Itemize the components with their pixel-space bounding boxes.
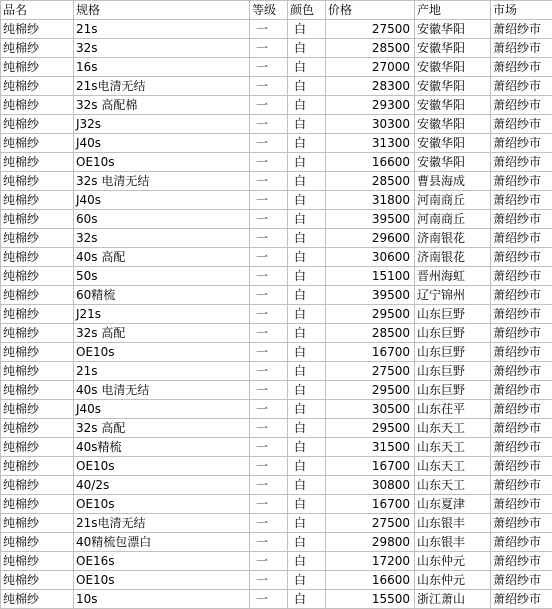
cell-name: 纯棉纱 <box>1 96 74 115</box>
cell-color: 白 <box>288 476 326 495</box>
table-row <box>1 248 552 267</box>
cell-origin: 济南银花 <box>415 229 491 248</box>
cell-spec: 32s <box>74 39 250 58</box>
cell-market: 萧绍纱市 <box>491 58 552 77</box>
cell-market: 萧绍纱市 <box>491 115 552 134</box>
cell-grade: 一 <box>250 20 288 39</box>
cell-color: 白 <box>288 362 326 381</box>
cell-spec: 21s电清无结 <box>74 77 250 96</box>
cell-origin: 山东银丰 <box>415 514 491 533</box>
cell-spec: 32s 高配 <box>74 324 250 343</box>
column-header-name: 品名 <box>1 1 74 20</box>
table-row <box>1 343 552 362</box>
cell-price: 39500 <box>326 286 415 305</box>
cell-market: 萧绍纱市 <box>491 39 552 58</box>
cell-spec: OE10s <box>74 495 250 514</box>
cell-market: 萧绍纱市 <box>491 495 552 514</box>
cell-grade: 一 <box>250 381 288 400</box>
cell-name: 纯棉纱 <box>1 362 74 381</box>
table-row <box>1 210 552 229</box>
cell-market: 萧绍纱市 <box>491 476 552 495</box>
cell-grade: 一 <box>250 362 288 381</box>
cell-spec: J32s <box>74 115 250 134</box>
cell-name: 纯棉纱 <box>1 305 74 324</box>
cell-origin: 山东巨野 <box>415 343 491 362</box>
cell-origin: 安徽华阳 <box>415 20 491 39</box>
cell-color: 白 <box>288 552 326 571</box>
cell-origin: 河南商丘 <box>415 191 491 210</box>
table-row <box>1 400 552 419</box>
cell-grade: 一 <box>250 172 288 191</box>
cell-price: 28300 <box>326 77 415 96</box>
cell-spec: J40s <box>74 191 250 210</box>
cell-market: 萧绍纱市 <box>491 248 552 267</box>
table-body <box>1 20 552 609</box>
table-row <box>1 495 552 514</box>
cell-origin: 山东巨野 <box>415 305 491 324</box>
cell-color: 白 <box>288 495 326 514</box>
cell-color: 白 <box>288 172 326 191</box>
cell-spec: 32s 高配 <box>74 419 250 438</box>
table-row <box>1 77 552 96</box>
cell-origin: 安徽华阳 <box>415 115 491 134</box>
cell-grade: 一 <box>250 210 288 229</box>
cell-grade: 一 <box>250 457 288 476</box>
cell-color: 白 <box>288 77 326 96</box>
cell-spec: OE10s <box>74 343 250 362</box>
cell-spec: 32s 电清无结 <box>74 172 250 191</box>
cell-color: 白 <box>288 210 326 229</box>
cell-spec: 10s <box>74 590 250 609</box>
cell-market: 萧绍纱市 <box>491 153 552 172</box>
cell-spec: OE16s <box>74 552 250 571</box>
cell-name: 纯棉纱 <box>1 419 74 438</box>
cell-price: 27500 <box>326 20 415 39</box>
table-row <box>1 438 552 457</box>
header-row <box>1 1 552 20</box>
cell-price: 30500 <box>326 400 415 419</box>
cell-origin: 安徽华阳 <box>415 77 491 96</box>
cell-color: 白 <box>288 229 326 248</box>
cell-grade: 一 <box>250 419 288 438</box>
cell-origin: 山东巨野 <box>415 362 491 381</box>
cell-market: 萧绍纱市 <box>491 20 552 39</box>
cell-color: 白 <box>288 20 326 39</box>
cell-origin: 山东天工 <box>415 476 491 495</box>
cell-spec: 40s 电清无结 <box>74 381 250 400</box>
cell-name: 纯棉纱 <box>1 552 74 571</box>
cell-price: 17200 <box>326 552 415 571</box>
cell-market: 萧绍纱市 <box>491 514 552 533</box>
column-header-color: 颜色 <box>288 1 326 20</box>
cell-spec: OE10s <box>74 153 250 172</box>
cell-origin: 山东天工 <box>415 438 491 457</box>
cell-grade: 一 <box>250 248 288 267</box>
cell-color: 白 <box>288 533 326 552</box>
cell-color: 白 <box>288 571 326 590</box>
cell-origin: 山东天工 <box>415 419 491 438</box>
cell-grade: 一 <box>250 229 288 248</box>
cell-color: 白 <box>288 248 326 267</box>
cell-price: 15100 <box>326 267 415 286</box>
table-row <box>1 39 552 58</box>
table-row <box>1 20 552 39</box>
table-row <box>1 191 552 210</box>
cell-color: 白 <box>288 115 326 134</box>
cell-market: 萧绍纱市 <box>491 381 552 400</box>
cell-color: 白 <box>288 419 326 438</box>
cell-name: 纯棉纱 <box>1 495 74 514</box>
cell-name: 纯棉纱 <box>1 438 74 457</box>
table-row <box>1 533 552 552</box>
cell-market: 萧绍纱市 <box>491 210 552 229</box>
cell-price: 39500 <box>326 210 415 229</box>
cell-origin: 辽宁锦州 <box>415 286 491 305</box>
cell-market: 萧绍纱市 <box>491 324 552 343</box>
cell-spec: 21s <box>74 20 250 39</box>
cell-grade: 一 <box>250 476 288 495</box>
cell-name: 纯棉纱 <box>1 514 74 533</box>
table-row <box>1 153 552 172</box>
column-header-spec: 规格 <box>74 1 250 20</box>
cell-grade: 一 <box>250 571 288 590</box>
cell-color: 白 <box>288 153 326 172</box>
cell-price: 27500 <box>326 362 415 381</box>
cell-name: 纯棉纱 <box>1 476 74 495</box>
cell-name: 纯棉纱 <box>1 77 74 96</box>
cell-color: 白 <box>288 400 326 419</box>
table-row <box>1 362 552 381</box>
cell-price: 16700 <box>326 343 415 362</box>
cell-name: 纯棉纱 <box>1 533 74 552</box>
cell-name: 纯棉纱 <box>1 172 74 191</box>
cell-market: 萧绍纱市 <box>491 343 552 362</box>
cell-name: 纯棉纱 <box>1 134 74 153</box>
cell-price: 16700 <box>326 457 415 476</box>
cell-grade: 一 <box>250 134 288 153</box>
table-row <box>1 115 552 134</box>
cell-grade: 一 <box>250 153 288 172</box>
column-header-price: 价格 <box>326 1 415 20</box>
cell-price: 30600 <box>326 248 415 267</box>
cell-name: 纯棉纱 <box>1 229 74 248</box>
cell-origin: 山东巨野 <box>415 381 491 400</box>
cell-market: 萧绍纱市 <box>491 438 552 457</box>
cell-color: 白 <box>288 134 326 153</box>
column-header-market: 市场 <box>491 1 552 20</box>
cell-spec: 60精梳 <box>74 286 250 305</box>
cell-price: 29300 <box>326 96 415 115</box>
table-row <box>1 172 552 191</box>
cell-grade: 一 <box>250 58 288 77</box>
cell-spec: 40s精梳 <box>74 438 250 457</box>
cell-origin: 晋州海虹 <box>415 267 491 286</box>
cell-price: 31300 <box>326 134 415 153</box>
cell-grade: 一 <box>250 39 288 58</box>
cell-price: 29500 <box>326 381 415 400</box>
cell-spec: 32s <box>74 229 250 248</box>
cell-spec: 50s <box>74 267 250 286</box>
cell-grade: 一 <box>250 77 288 96</box>
cell-origin: 济南银花 <box>415 248 491 267</box>
cell-origin: 安徽华阳 <box>415 39 491 58</box>
cell-price: 16700 <box>326 495 415 514</box>
table-row <box>1 552 552 571</box>
cell-market: 萧绍纱市 <box>491 305 552 324</box>
cell-name: 纯棉纱 <box>1 343 74 362</box>
cell-price: 27000 <box>326 58 415 77</box>
cell-price: 30300 <box>326 115 415 134</box>
cell-grade: 一 <box>250 590 288 609</box>
table-row <box>1 229 552 248</box>
cell-origin: 安徽华阳 <box>415 58 491 77</box>
table-row <box>1 96 552 115</box>
cell-price: 29800 <box>326 533 415 552</box>
table-row <box>1 476 552 495</box>
cell-market: 萧绍纱市 <box>491 267 552 286</box>
cell-spec: OE10s <box>74 457 250 476</box>
cell-color: 白 <box>288 514 326 533</box>
cell-market: 萧绍纱市 <box>491 77 552 96</box>
cell-price: 28500 <box>326 324 415 343</box>
cell-name: 纯棉纱 <box>1 248 74 267</box>
cell-color: 白 <box>288 191 326 210</box>
table-row <box>1 286 552 305</box>
cell-market: 萧绍纱市 <box>491 286 552 305</box>
cell-grade: 一 <box>250 533 288 552</box>
cell-origin: 山东仲元 <box>415 552 491 571</box>
cell-origin: 安徽华阳 <box>415 153 491 172</box>
cell-color: 白 <box>288 96 326 115</box>
cell-market: 萧绍纱市 <box>491 96 552 115</box>
cell-market: 萧绍纱市 <box>491 134 552 153</box>
cell-origin: 浙江萧山 <box>415 590 491 609</box>
column-header-origin: 产地 <box>415 1 491 20</box>
table-row <box>1 419 552 438</box>
cell-color: 白 <box>288 286 326 305</box>
table-row <box>1 381 552 400</box>
cell-market: 萧绍纱市 <box>491 419 552 438</box>
cell-grade: 一 <box>250 343 288 362</box>
cell-grade: 一 <box>250 286 288 305</box>
cell-spec: 40精梳包漂白 <box>74 533 250 552</box>
cell-grade: 一 <box>250 552 288 571</box>
cell-price: 16600 <box>326 153 415 172</box>
cell-grade: 一 <box>250 267 288 286</box>
cell-market: 萧绍纱市 <box>491 533 552 552</box>
cell-grade: 一 <box>250 305 288 324</box>
cell-spec: OE10s <box>74 571 250 590</box>
cell-market: 萧绍纱市 <box>491 172 552 191</box>
table-row <box>1 457 552 476</box>
cell-origin: 山东茌平 <box>415 400 491 419</box>
cell-name: 纯棉纱 <box>1 324 74 343</box>
cell-spec: J21s <box>74 305 250 324</box>
cell-spec: 21s电清无结 <box>74 514 250 533</box>
cell-name: 纯棉纱 <box>1 191 74 210</box>
cell-grade: 一 <box>250 324 288 343</box>
cell-name: 纯棉纱 <box>1 590 74 609</box>
cell-spec: J40s <box>74 134 250 153</box>
table-row <box>1 134 552 153</box>
cell-price: 31500 <box>326 438 415 457</box>
cell-market: 萧绍纱市 <box>491 400 552 419</box>
cell-price: 29500 <box>326 419 415 438</box>
cell-price: 29500 <box>326 305 415 324</box>
cell-price: 30800 <box>326 476 415 495</box>
cell-market: 萧绍纱市 <box>491 590 552 609</box>
cell-price: 16600 <box>326 571 415 590</box>
cell-spec: 40/2s <box>74 476 250 495</box>
cell-name: 纯棉纱 <box>1 267 74 286</box>
cell-name: 纯棉纱 <box>1 153 74 172</box>
cell-grade: 一 <box>250 191 288 210</box>
cell-name: 纯棉纱 <box>1 58 74 77</box>
cell-color: 白 <box>288 590 326 609</box>
cell-grade: 一 <box>250 514 288 533</box>
cell-spec: 21s <box>74 362 250 381</box>
cell-market: 萧绍纱市 <box>491 191 552 210</box>
cell-name: 纯棉纱 <box>1 571 74 590</box>
cell-color: 白 <box>288 381 326 400</box>
cell-origin: 安徽华阳 <box>415 96 491 115</box>
cell-color: 白 <box>288 343 326 362</box>
cell-color: 白 <box>288 324 326 343</box>
cell-price: 31800 <box>326 191 415 210</box>
cell-market: 萧绍纱市 <box>491 362 552 381</box>
cell-origin: 山东仲元 <box>415 571 491 590</box>
table-row <box>1 514 552 533</box>
cell-name: 纯棉纱 <box>1 381 74 400</box>
cell-spec: J40s <box>74 400 250 419</box>
cell-price: 15500 <box>326 590 415 609</box>
cell-spec: 32s 高配棉 <box>74 96 250 115</box>
cell-price: 28500 <box>326 172 415 191</box>
cell-name: 纯棉纱 <box>1 115 74 134</box>
cell-name: 纯棉纱 <box>1 210 74 229</box>
column-header-grade: 等级 <box>250 1 288 20</box>
cell-spec: 60s <box>74 210 250 229</box>
table-row <box>1 58 552 77</box>
cell-name: 纯棉纱 <box>1 286 74 305</box>
cell-market: 萧绍纱市 <box>491 229 552 248</box>
cell-color: 白 <box>288 39 326 58</box>
cell-color: 白 <box>288 267 326 286</box>
cell-price: 28500 <box>326 39 415 58</box>
cell-origin: 曹县海成 <box>415 172 491 191</box>
cell-grade: 一 <box>250 96 288 115</box>
cell-color: 白 <box>288 58 326 77</box>
cell-grade: 一 <box>250 400 288 419</box>
cell-market: 萧绍纱市 <box>491 457 552 476</box>
cell-origin: 安徽华阳 <box>415 134 491 153</box>
cell-origin: 山东天工 <box>415 457 491 476</box>
cell-origin: 山东夏津 <box>415 495 491 514</box>
cell-origin: 山东银丰 <box>415 533 491 552</box>
cell-spec: 40s 高配 <box>74 248 250 267</box>
cell-market: 萧绍纱市 <box>491 552 552 571</box>
cell-grade: 一 <box>250 115 288 134</box>
table-row <box>1 590 552 609</box>
cell-market: 萧绍纱市 <box>491 571 552 590</box>
cell-price: 29600 <box>326 229 415 248</box>
cell-grade: 一 <box>250 438 288 457</box>
cell-name: 纯棉纱 <box>1 400 74 419</box>
table-row <box>1 571 552 590</box>
cell-grade: 一 <box>250 495 288 514</box>
cell-origin: 河南商丘 <box>415 210 491 229</box>
table-row <box>1 305 552 324</box>
cell-origin: 山东巨野 <box>415 324 491 343</box>
cell-name: 纯棉纱 <box>1 39 74 58</box>
cell-name: 纯棉纱 <box>1 457 74 476</box>
table-header <box>1 1 552 20</box>
cell-color: 白 <box>288 457 326 476</box>
table-row <box>1 267 552 286</box>
table-row <box>1 324 552 343</box>
cell-spec: 16s <box>74 58 250 77</box>
cell-color: 白 <box>288 438 326 457</box>
cell-price: 27500 <box>326 514 415 533</box>
cell-color: 白 <box>288 305 326 324</box>
cell-name: 纯棉纱 <box>1 20 74 39</box>
